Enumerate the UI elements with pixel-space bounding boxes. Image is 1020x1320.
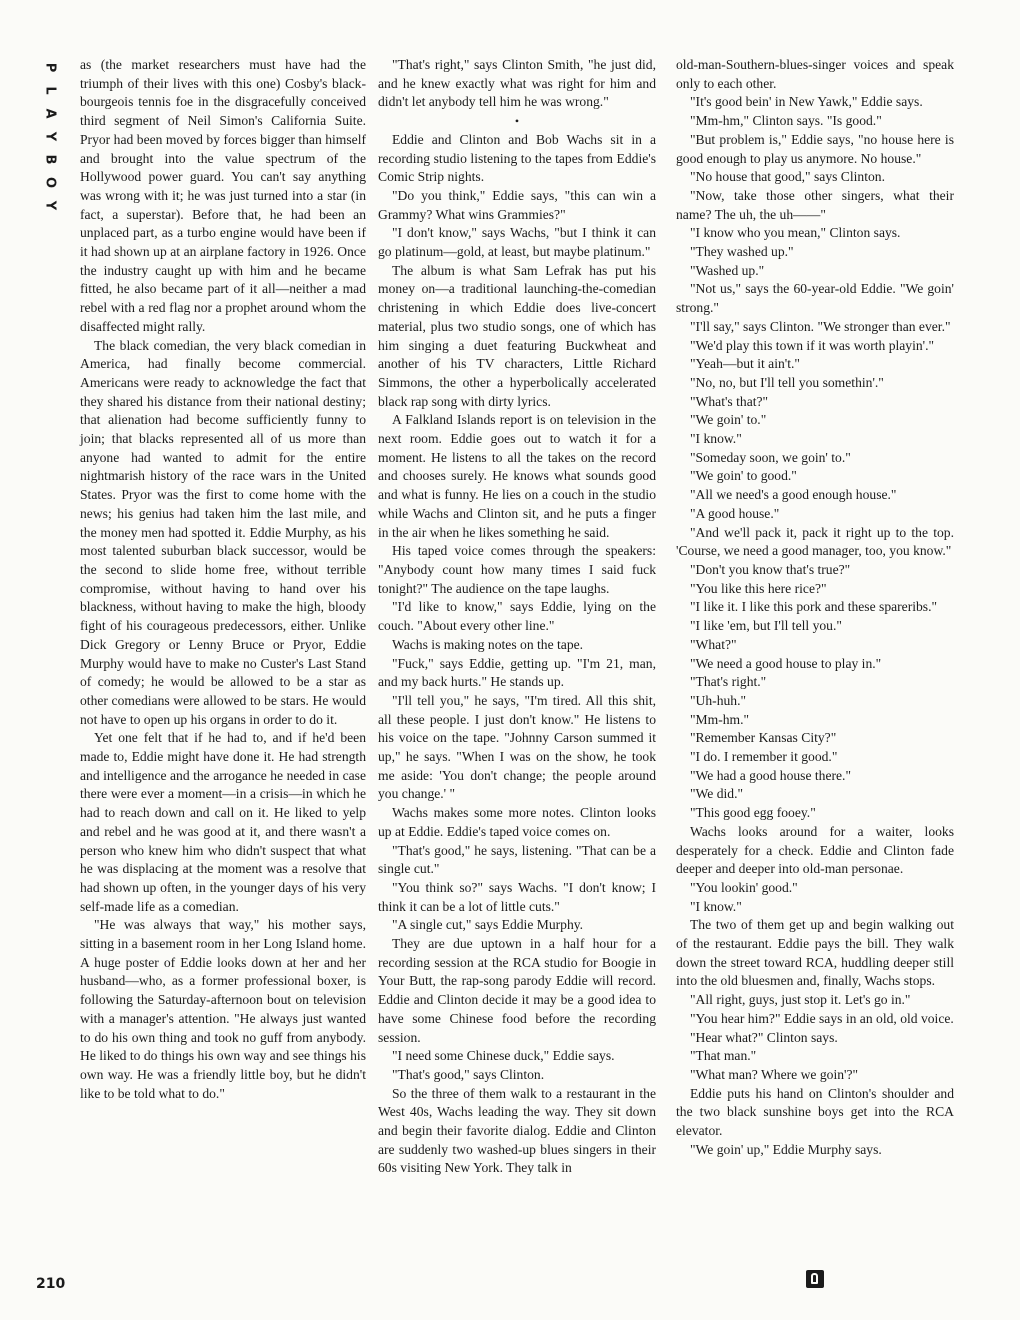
paragraph: "I'll tell you," he says, "I'm tired. All this shit, all these people. I just don't know." He listens to his voice on the tape. "Johnny Carson summed it up," he says. "When I was on the show, he took me aside: 'You don't change; the people around you change.' " (378, 692, 656, 802)
paragraph: "That's good," he says, listening. "That can be a single cut." (378, 842, 656, 877)
masthead-letter: Y (42, 200, 58, 211)
paragraph: The black comedian, the very black comedian in America, had finally become commercial. Americans were ready to acknowledge the fact that they shared his distance from their national destiny; that alienation had become sufficiently funny to join; that blacks represented all of us more than anyone had wanted to admit for the entire nightmarish history of the race wars in the United States. Pryor was the first to come home with the news; his genius had taken him the last mile, and the money men had spotted it. Eddie Murphy, as his most talented suburban black successor, would be the second to slide home free, without terrible compromise, without having to hand over his blackness, without having to make the high, bloody fight of his courageous predecessors, either. Unlike Dick Gregory or Lenny Bruce or Pryor, Eddie Murphy would have to make no Custer's Last Stand of comedy; he would be allowed to be a star as other comedians were allowed to be stars. He would not have to open up his organs in order to do it. (80, 337, 366, 727)
paragraph: "This good egg fooey." (690, 805, 816, 821)
paragraph: "It's good bein' in New Yawk," Eddie says. (690, 94, 923, 110)
end-mark-bunny-icon (806, 1270, 824, 1288)
paragraph: "Hear what?" Clinton says. (690, 1029, 838, 1045)
paragraph: "Uh-huh." (690, 692, 747, 708)
paragraph: They are due uptown in a half hour for a recording session at the RCA studio for Boogie in Your Butt, the rap-song parody Eddie will record. Eddie and Clinton decide it may be a good idea to have some Chinese food before the recording session. (378, 936, 656, 1045)
paragraph: His taped voice comes through the speakers: "Anybody count how many times I said fuck tonight?" The audience on the tape laughs. (378, 543, 656, 596)
magazine-masthead-vertical (36, 56, 56, 217)
paragraph: Eddie and Clinton and Bob Wachs sit in a recording studio listening to the tapes from Eddie's Comic Strip nights. (378, 131, 656, 185)
paragraph: So the three of them walk to a restaurant in the West 40s, Wachs leading the way. They sit down and begin their favorite dialog. Eddie and Clinton are suddenly two washed-up blues singers in their 60s visiting New York. They talk in (378, 1085, 656, 1176)
page-number: 210 (36, 1276, 66, 1292)
paragraph: "A single cut," says Eddie Murphy. (392, 917, 584, 933)
paragraph: "But problem is," Eddie says, "no house here is good enough to play us anymore. No house." (676, 131, 954, 166)
masthead-letter: B (42, 154, 58, 165)
paragraph: "A good house." (690, 505, 780, 521)
paragraph: "They washed up." (690, 244, 794, 260)
paragraph: "No house that good," says Clinton. (690, 169, 885, 185)
paragraph: "He was always that way," his mother says, sitting in a basement room in her Long Island home. A huge poster of Eddie looks down at her and her husband—who, as a former professional boxer, is following the Saturday-afternoon bout on television with a manager's attention. "He always just wanted to do his own thing and took no guff from anybody. He liked to do things his own way and see things his own way. He was a friendly little boy, but he didn't like to be told what to do." (80, 917, 366, 1101)
article-column-1 (80, 56, 366, 1103)
paragraph: "What's that?" (690, 393, 769, 409)
paragraph: "We need a good house to play in." (690, 655, 882, 671)
paragraph: Wachs makes some more notes. Clinton looks up at Eddie. Eddie's taped voice comes on. (378, 805, 656, 839)
paragraph: "I like 'em, but I'll tell you." (690, 618, 842, 634)
paragraph: The two of them get up and begin walking out of the restaurant. Eddie pays the bill. They walk down the street toward RCA, huddling deeper still into the old bluesmen and, finally, Wachs stops. (676, 917, 954, 989)
paragraph: "That's good," says Clinton. (392, 1066, 545, 1082)
article-column-3 (676, 56, 954, 1159)
paragraph: "Mm-hm." (690, 711, 750, 727)
paragraph: "Don't you know that's true?" (690, 561, 851, 577)
paragraph: "I need some Chinese duck," Eddie says. (392, 1048, 615, 1064)
paragraph: "All we need's a good enough house." (690, 487, 897, 503)
paragraph: as (the market researchers must have had the triumph of their lives with this one) Cosby's black-bourgeois tennis foe in the disgracefully conceived third segment of Neil Simon's California Suite. Pryor had been moved by forces bigger than himself and brought into the value spectrum of the Hollywood power guard. You can't say anything was wrong with it; he was just turned into a star (in fact, a superstar). Before that, he had been an unplaced part, as a turbo engine would have been if it had shown up at an airplane factory in 1926. Once the industry caught up with him and he became fitted, he also became part of it all—neither a mad rebel with a red flag nor a prophet around whom the disaffected might rally. (80, 57, 366, 334)
paragraph: "We'd play this town if it was worth playin'." (690, 337, 935, 353)
paragraph: "What?" (690, 636, 737, 652)
masthead-letter: L (42, 86, 58, 95)
paragraph: "I don't know," says Wachs, "but I think it can go platinum—gold, at least, but maybe platinum." (378, 225, 656, 260)
paragraph: old-man-Southern-blues-singer voices and speak only to each other. (676, 57, 954, 91)
paragraph: "You lookin' good." (690, 879, 798, 895)
paragraph: "That's right," says Clinton Smith, "he just did, and he knew exactly what was right for him and didn't let anybody tell him he was wrong." (378, 57, 656, 110)
paragraph: "I'll say," says Clinton. "We stronger than ever." (690, 318, 951, 334)
article-column-2 (378, 56, 656, 1178)
paragraph: "We goin' up," Eddie Murphy says. (690, 1141, 882, 1157)
paragraph: "And we'll pack it, pack it right up to the top. 'Course, we need a good manager, too, you know." (676, 524, 954, 559)
paragraph: "We goin' to good." (690, 468, 797, 484)
paragraph: "Washed up." (690, 262, 765, 278)
masthead-letter: A (42, 108, 58, 119)
paragraph: "Someday soon, we goin' to." (690, 449, 851, 465)
paragraph: "We goin' to." (690, 412, 767, 428)
paragraph: "No, no, but I'll tell you somethin'." (690, 374, 884, 390)
paragraph: "All right, guys, just stop it. Let's go in." (690, 992, 911, 1008)
paragraph: Wachs looks around for a waiter, looks desperately for a check. Eddie and Clinton fade deeper and deeper into old-man personae. (676, 823, 954, 877)
paragraph: "Yeah—but it ain't." (690, 356, 800, 372)
paragraph: "I know." (690, 431, 742, 447)
masthead-letter: Y (42, 131, 58, 142)
paragraph: "Do you think," Eddie says, "this can win a Grammy? What wins Grammies?" (378, 187, 656, 222)
paragraph: Yet one felt that if he had to, and if he'd been made to, Eddie might have done it. He had strength and intelligence and the arrogance he needed in case there were ever a moment—in a crisis—in which he had to reach down and call on it. He liked to yelp and rebel and he was good at it, and there wasn't a person who knew him who didn't suspect that what he was displacing at the moment was a resolve that had shown up often, in the younger days of his very self-made life as a comedian. (80, 730, 366, 914)
paragraph: "What man? Where we goin'?" (690, 1066, 859, 1082)
paragraph: "We had a good house there." (690, 767, 851, 783)
paragraph: "I'd like to know," says Eddie, lying on the couch. "About every other line." (378, 599, 656, 634)
paragraph: "Mm-hm," Clinton says. "Is good." (690, 113, 882, 129)
paragraph: "Not us," says the 60-year-old Eddie. "We goin' strong." (676, 281, 954, 316)
paragraph: "I know who you mean," Clinton says. (690, 225, 901, 241)
paragraph: "Now, take those other singers, what their name? The uh, the uh——" (676, 187, 954, 222)
paragraph: "You like this here rice?" (690, 580, 827, 596)
masthead-letter: P (42, 62, 58, 73)
paragraph: "You hear him?" Eddie says in an old, old voice. (690, 1010, 954, 1026)
paragraph: "Remember Kansas City?" (690, 730, 837, 746)
paragraph: "I know." (690, 898, 742, 914)
paragraph: Wachs is making notes on the tape. (392, 636, 584, 652)
paragraph: "That's right." (690, 674, 767, 690)
paragraph: "That man." (690, 1048, 757, 1064)
paragraph: A Falkland Islands report is on television in the next room. Eddie goes out to watch it for a moment. He listens to all the takes on the record and chooses surely. He knows what sounds good and what is funny. He lies on a couch in the studio while Wachs and Clinton sit, and he puts a finger in the air when he likes something he said. (378, 412, 656, 540)
paragraph: The album is what Sam Lefrak has put his money on—a traditional launching-the-comedian christening in which Eddie does live-concert material, plus two studio songs, one of which has him singing a duet featuring Buckwheat and another of his TV characters, Little Richard Simmons, the other a hyperbolically accelerated black rap song with dirty lyrics. (378, 262, 656, 409)
section-break-bullet: • (514, 114, 520, 129)
paragraph: Eddie puts his hand on Clinton's shoulder and the two black sunshine boys get into the RCA elevator. (676, 1085, 954, 1139)
paragraph: "I do. I remember it good." (690, 749, 838, 765)
paragraph: "I like it. I like this pork and these spareribs." (690, 599, 938, 615)
paragraph: "We did." (690, 786, 744, 802)
paragraph: "Fuck," says Eddie, getting up. "I'm 21, man, and my back hurts." He stands up. (378, 655, 656, 690)
masthead-letter: O (42, 176, 58, 189)
paragraph: "You think so?" says Wachs. "I don't know; I think it can be a lot of little cuts." (378, 879, 656, 914)
